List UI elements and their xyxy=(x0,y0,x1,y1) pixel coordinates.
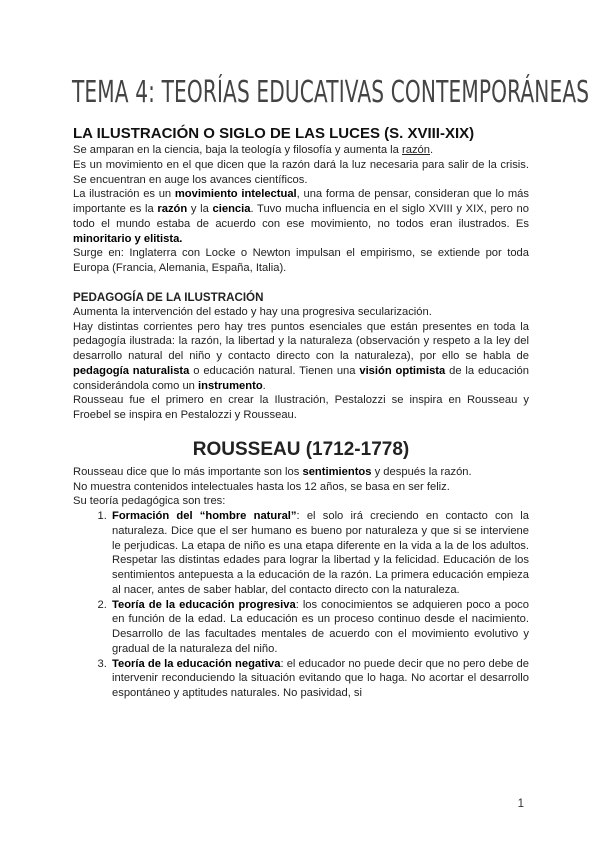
paragraph: Rousseau fue el primero en crear la Ilustración, Pestalozzi se inspira en Rousseau y Froebel se inspira en Pestalozzi y Rousseau. xyxy=(73,394,529,421)
page-number: 1 xyxy=(517,798,524,810)
paragraph: Es un movimiento en el que dicen que la razón dará la luz necesaria para salir de la crisis. Se encuentran en auge los avances científicos. xyxy=(73,158,529,186)
list-item: 1. Formación del “hombre natural”: el solo irá creciendo en contacto con la naturaleza. Dice que el ser humano es bueno por naturaleza y que si se interviene le perjudicas. La etapa de niño es una etapa diferente en la vida a la de los adultos. Respetar las distintas edades para lograr la libertad y la felicidad. Educación de los sentimientos antepuesta a la educación de la razón. La primera educación empieza al nacer, antes de saber hablar, del contacto directo con la naturaleza. xyxy=(110,509,529,598)
paragraph: No muestra contenidos intelectuales hasta los 12 años, se basa en ser feliz. xyxy=(73,480,450,493)
paragraph: Rousseau dice que lo más importante son los sentimientos y después la razón. xyxy=(73,465,472,478)
paragraph: Surge en: Inglaterra con Locke o Newton impulsan el empirismo, se extiende por toda Europa (Francia, Alemania, España, Italia). xyxy=(73,247,529,274)
section-heading-rousseau: ROUSSEAU (1712-1778) xyxy=(192,438,410,460)
paragraph: Se amparan en la ciencia, baja la teología y filosofía y aumenta la razón. xyxy=(73,144,434,156)
document-page xyxy=(72,68,590,701)
theory-list xyxy=(73,509,529,701)
document-title: TEMA 4: TEORÍAS EDUCATIVAS CONTEMPORÁNEAS xyxy=(72,75,590,110)
section-heading-ilustracion: LA ILUSTRACIÓN O SIGLO DE LAS LUCES (S. XVIII-XIX) xyxy=(73,125,475,142)
list-item: 2. Teoría de la educación progresiva: los conocimientos se adquieren poco a poco en función de la edad. La educación es un proceso continuo desde el nacimiento. Desarrollo de las facultades mentales de acuerdo con el movimiento evolutivo y gradual de la naturaleza del niño. xyxy=(110,598,529,657)
paragraph: Aumenta la intervención del estado y hay una progresiva secularización. xyxy=(73,305,432,318)
paragraph: La ilustración es un movimiento intelectual, una forma de pensar, consideran que lo más importante es la razón y la ciencia. Tuvo mucha influencia en el siglo XVIII y XIX, pero no todo el mundo estaba de acuerdo con ese movimiento, no todos eran ilustrados. Es minoritario y elitista. xyxy=(73,188,529,245)
paragraph: Su teoría pedagógica son tres: xyxy=(73,495,226,508)
list-item: 3. Teoría de la educación negativa: el educador no puede decir que no pero debe de intervenir reconduciendo la situación evitando que lo haga. No acortar el desarrollo espontáneo y aptitudes naturales. No pasividad, si xyxy=(110,657,529,701)
paragraph: Hay distintas corrientes pero hay tres puntos esenciales que están presentes en toda la pedagogía ilustrada: la razón, la libertad y la naturaleza (observación y respeto a la ley del desarrollo natural del niño y contacto directo con la naturaleza), por ello se habla de pedagogía naturalista o educación natural. Tienen una visión optimista de la educación considerándola como un instrumento. xyxy=(73,320,529,392)
section-heading-pedagogia: PEDAGOGÍA DE LA ILUSTRACIÓN xyxy=(73,290,264,304)
